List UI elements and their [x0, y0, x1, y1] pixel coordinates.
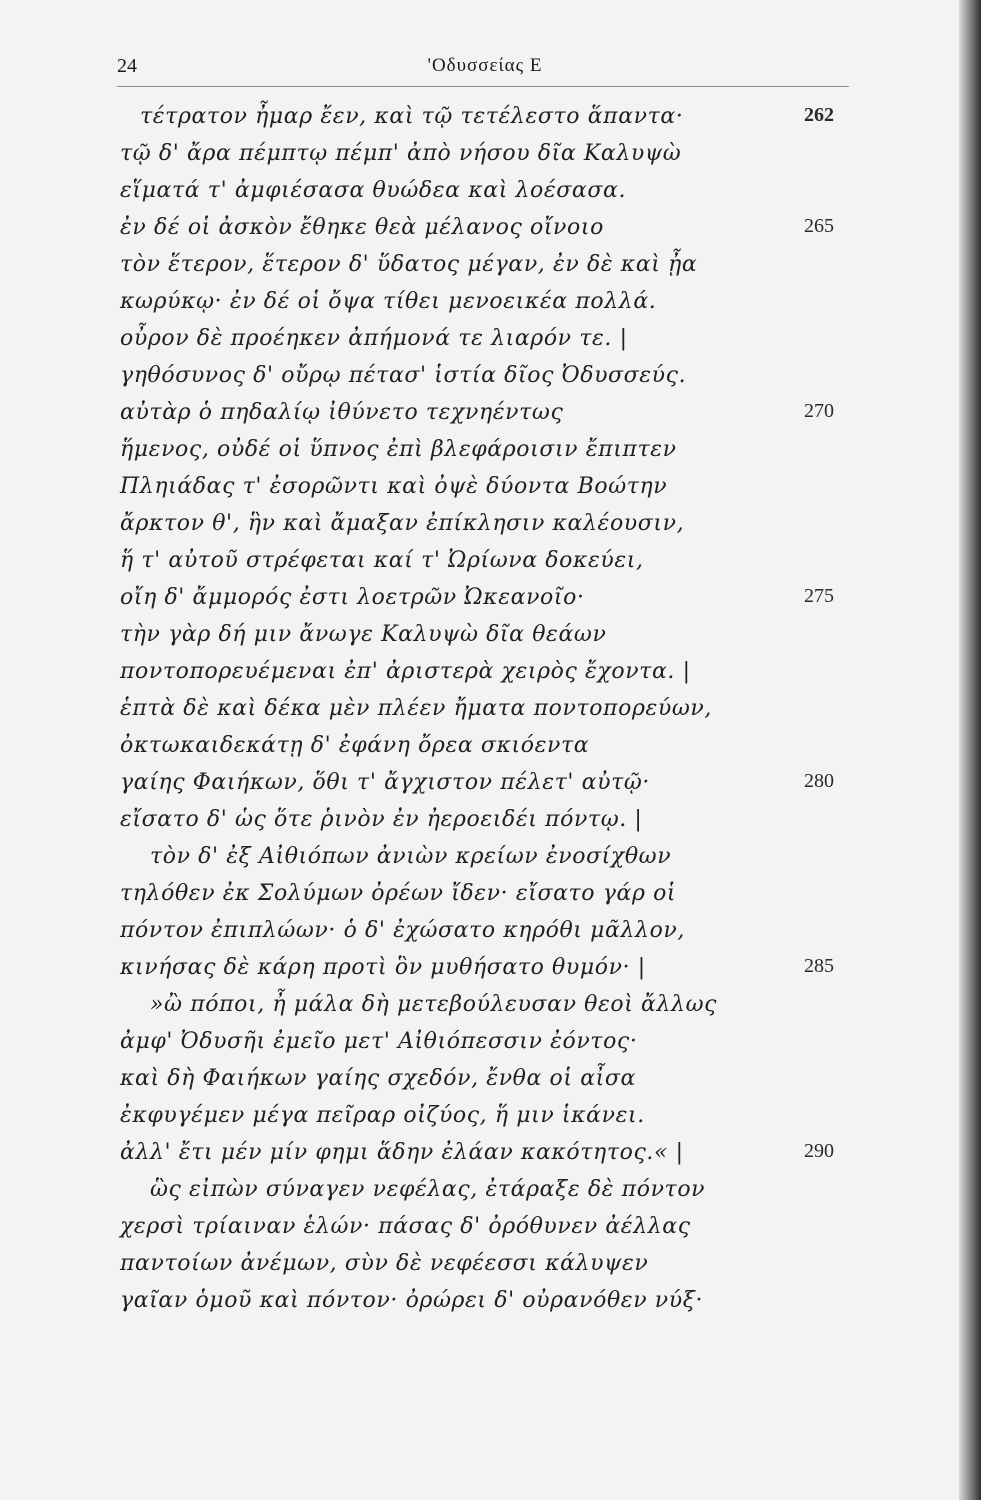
verse-line: οὖρον δὲ προέηκεν ἀπήμονά τε λιαρόν τε. |	[120, 326, 628, 351]
verse-line: ἐν δέ οἱ ἀσκὸν ἔθηκε θεὰ μέλανος οἴνοιο	[120, 215, 604, 240]
verse-line: τῷ δ' ἄρα πέμπτῳ πέμπ' ἀπὸ νήσου δῖα Καλυψὼ	[120, 141, 682, 166]
line-number: 280	[804, 770, 834, 792]
verse-line: εἴσατο δ' ὡς ὅτε ῥινὸν ἐν ἠεροειδέι πόντῳ. |	[120, 807, 643, 832]
verse-line: ἐκφυγέμεν μέγα πεῖραρ οἰζύος, ἥ μιν ἱκάνει.	[120, 1103, 645, 1128]
verse-line: ἥ τ' αὐτοῦ στρέφεται καί τ' Ὠρίωνα δοκεύει,	[120, 548, 644, 573]
verse-line: παντοίων ἀνέμων, σὺν δὲ νεφέεσσι κάλυψεν	[120, 1251, 649, 1276]
verse-line: αὐτὰρ ὁ πηδαλίῳ ἰθύνετο τεχνηέντως	[120, 400, 564, 425]
line-number: 262	[804, 104, 834, 126]
verse-line: ποντοπορευέμεναι ἐπ' ἀριστερὰ χειρὸς ἔχοντα. |	[120, 659, 691, 684]
verse-line: οἴη δ' ἄμμορός ἐστι λοετρῶν Ὠκεανοῖο·	[120, 585, 585, 610]
verse-line: καὶ δὴ Φαιήκων γαίης σχεδόν, ἔνθα οἱ αἶσα	[120, 1066, 636, 1091]
page-number: 24	[117, 55, 137, 77]
verse-line: γαίης Φαιήκων, ὅθι τ' ἄγχιστον πέλετ' αὐτῷ·	[120, 770, 650, 795]
verse-line: κινήσας δὲ κάρη προτὶ ὃν μυθήσατο θυμόν· |	[120, 955, 646, 980]
line-number: 265	[804, 215, 834, 237]
verse-line: χερσὶ τρίαιναν ἑλών· πάσας δ' ὀρόθυνεν ἀέλλας	[120, 1214, 691, 1239]
verse-line: γαῖαν ὁμοῦ καὶ πόντον· ὀρώρει δ' οὐρανόθεν νύξ·	[120, 1288, 704, 1313]
verse-line: ἄρκτον θ', ἣν καὶ ἄμαξαν ἐπίκλησιν καλέουσιν,	[120, 511, 685, 536]
line-number: 285	[804, 955, 834, 977]
verse-line: τὸν δ' ἐξ Αἰθιόπων ἀνιὼν κρείων ἐνοσίχθων	[150, 844, 672, 869]
verse-line: ὀκτωκαιδεκάτῃ δ' ἐφάνη ὄρεα σκιόεντα	[120, 733, 590, 758]
verse-line: γηθόσυνος δ' οὔρῳ πέτασ' ἱστία δῖος Ὀδυσσεύς.	[120, 363, 687, 388]
line-number: 270	[804, 400, 834, 422]
verse-line: πόντον ἐπιπλώων· ὁ δ' ἐχώσατο κηρόθι μᾶλλον,	[120, 918, 685, 943]
verse-line: ὣς εἰπὼν σύναγεν νεφέλας, ἐτάραξε δὲ πόντον	[150, 1177, 706, 1202]
verse-line: Πληιάδας τ' ἐσορῶντι καὶ ὀψὲ δύοντα Βοώτην	[120, 474, 668, 499]
running-title: 'Οδυσσείας Ε	[427, 55, 543, 76]
verse-line: τὸν ἕτερον, ἕτερον δ' ὕδατος μέγαν, ἐν δὲ καὶ ᾖα	[120, 252, 698, 277]
verse-line: ἀλλ' ἔτι μέν μίν φημι ἅδην ἐλάαν κακότητος.« |	[120, 1140, 684, 1165]
verse-line: τηλόθεν ἐκ Σολύμων ὀρέων ἴδεν· εἴσατο γάρ οἱ	[120, 881, 677, 906]
verse-line: ἥμενος, οὐδέ οἱ ὕπνος ἐπὶ βλεφάροισιν ἔπιπτεν	[120, 437, 677, 462]
verse-line: τὴν γὰρ δή μιν ἄνωγε Καλυψὼ δῖα θεάων	[120, 622, 607, 647]
verse-line: »ὢ πόποι, ἦ μάλα δὴ μετεβούλευσαν θεοὶ ἄλλως	[150, 992, 718, 1017]
verse-line: ἀμφ' Ὀδυσῆι ἐμεῖο μετ' Αἰθιόπεσσιν ἐόντος·	[120, 1029, 638, 1054]
verse-line: τέτρατον ἦμαρ ἔεν, καὶ τῷ τετέλεστο ἅπαντα·	[140, 104, 684, 129]
line-number: 275	[804, 585, 834, 607]
line-number: 290	[804, 1140, 834, 1162]
verse-line: ἑπτὰ δὲ καὶ δέκα μὲν πλέεν ἤματα ποντοπορεύων,	[120, 696, 712, 721]
verse-line: κωρύκῳ· ἐν δέ οἱ ὄψα τίθει μενοεικέα πολλά.	[120, 289, 657, 314]
verse-line: εἵματά τ' ἀμφιέσασα θυώδεα καὶ λοέσασα.	[120, 178, 627, 203]
